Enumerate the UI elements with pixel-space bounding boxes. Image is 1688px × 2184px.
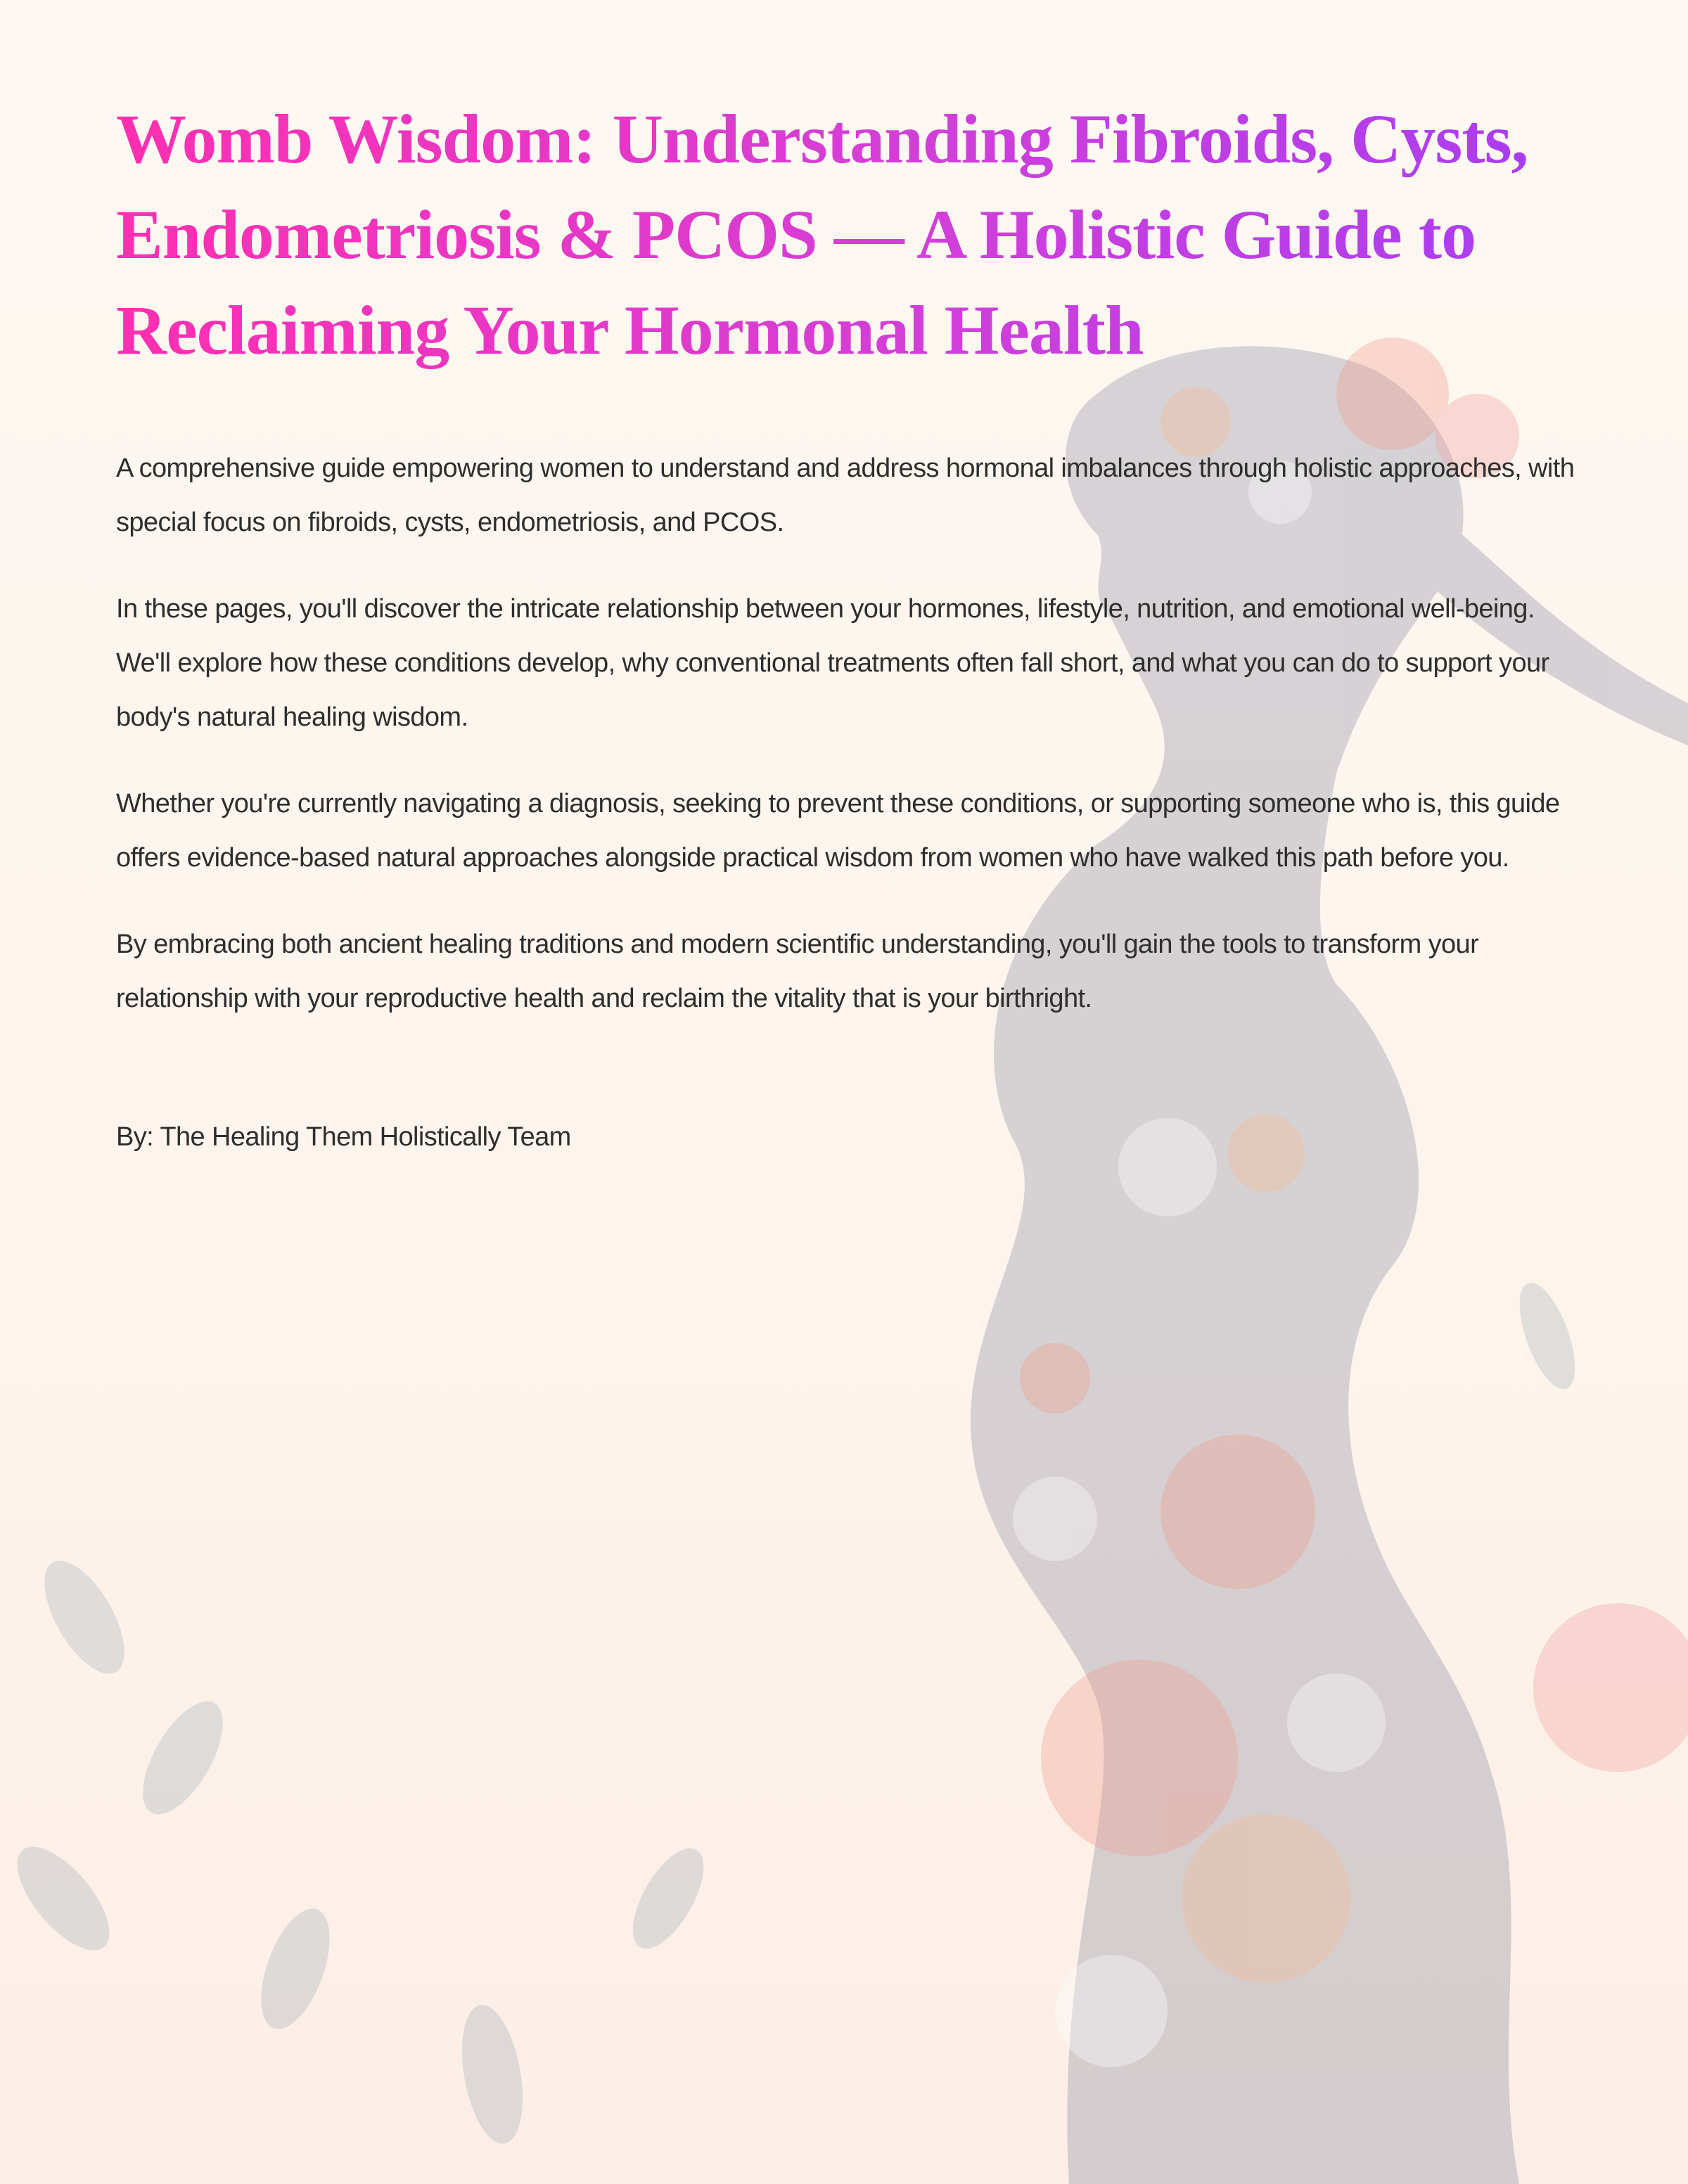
document-body [116,91,1579,1197]
audience-paragraph: Whether you're currently navigating a diagnosis, seeking to prevent these conditions, or supporting someone who is, this guide offers evidence-based natural approaches alongside practical wisdom from women who have walked this path before you. [116,789,1560,873]
discover-paragraph: In these pages, you'll discover the intricate relationship between your hormones, lifestyle, nutrition, and emotional well-being. We'll explore how these conditions develop, why conventional treatments often fall short, and what you can do to support your body's natural healing wisdom. [116,594,1549,732]
byline: By: The Healing Them Holistically Team [116,1122,571,1152]
intro-paragraph: A comprehensive guide empowering women to understand and address hormonal imbalances through holistic approaches, with special focus on fibroids, cysts, endometriosis, and PCOS. [116,454,1575,537]
page-title: Womb Wisdom: Understanding Fibroids, Cysts, Endometriosis & PCOS — A Holistic Guide to Reclaiming Your Hormonal Health [116,91,1579,378]
closing-paragraph: By embracing both ancient healing traditions and modern scientific understanding, you'll gain the tools to transform your relationship with your reproductive health and reclaim the vitality that is your birthright. [116,930,1479,1013]
